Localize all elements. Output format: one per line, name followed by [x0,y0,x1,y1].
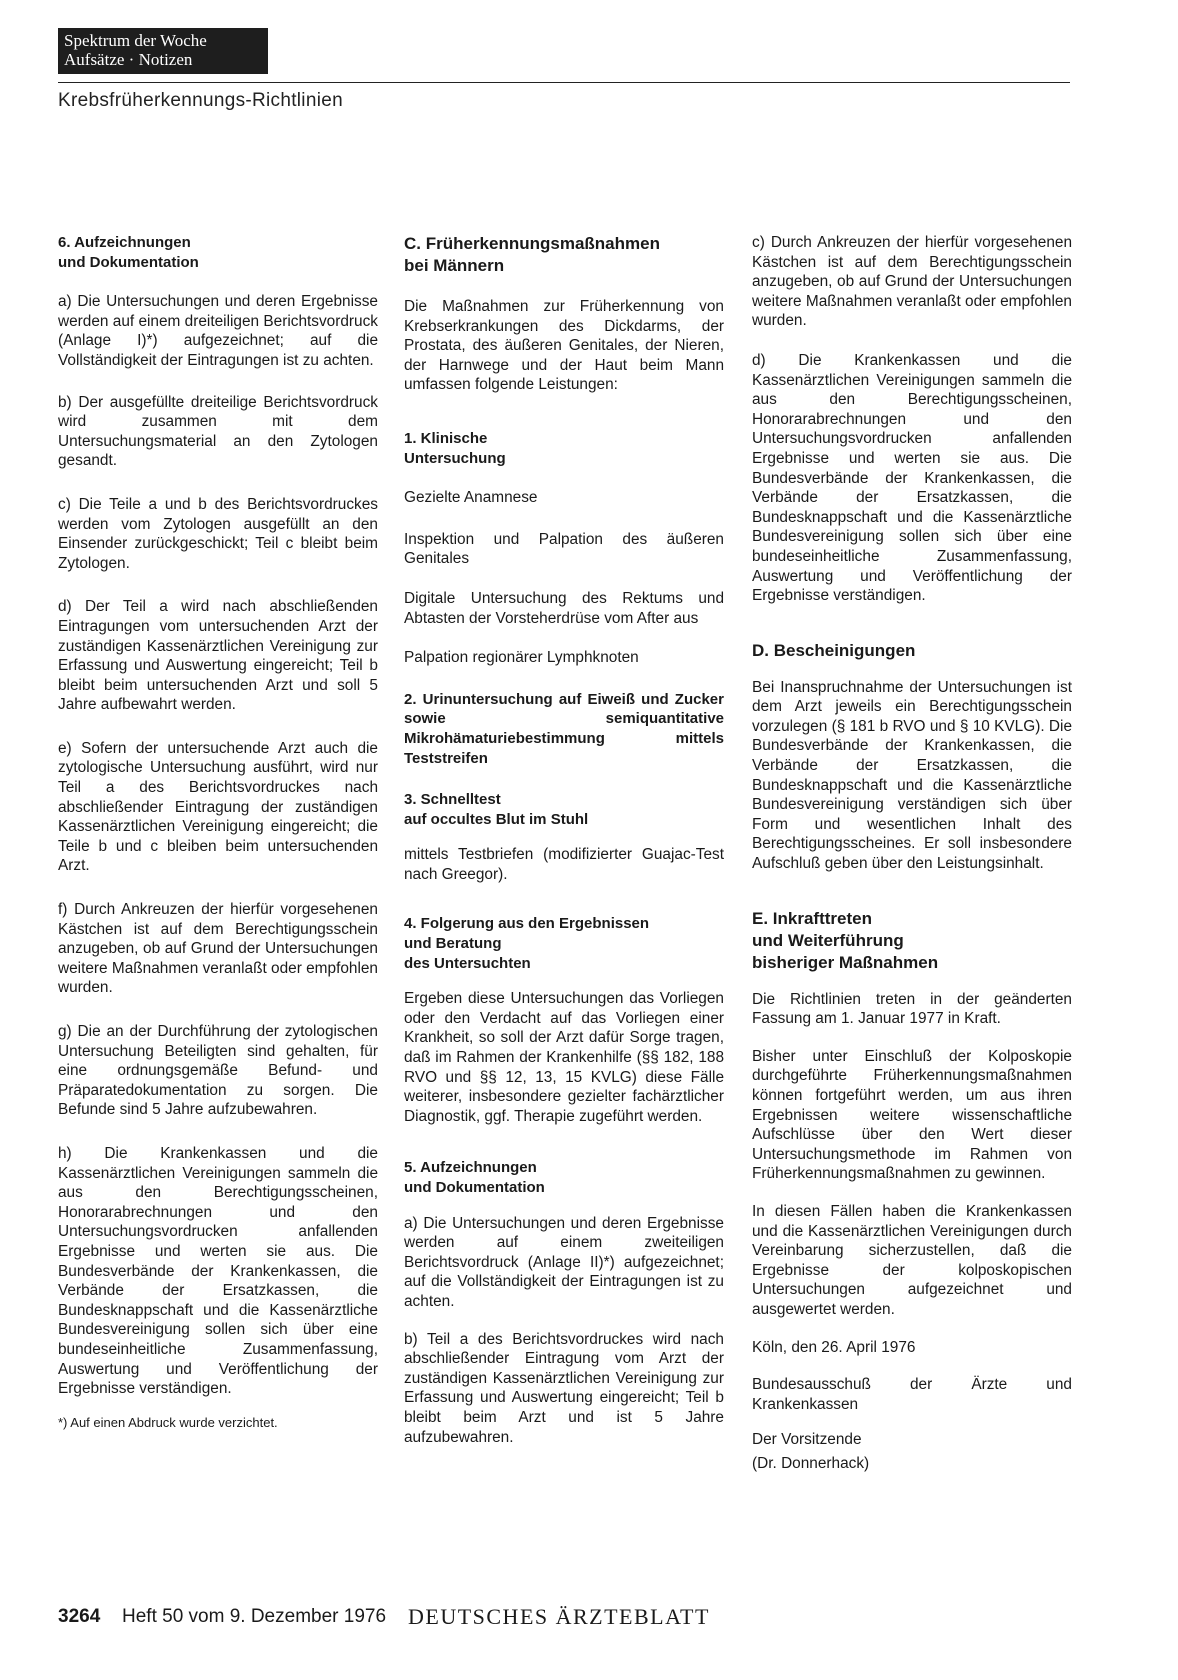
running-title: Krebsfrüherkennungs-Richtlinien [58,90,343,111]
chair-name: (Dr. Donnerhack) [752,1454,870,1472]
paragraph-4: Ergeben diese Untersuchungen das Vorliegen oder den Verdacht auf das Vorliegen einer Krankheit, so soll der Arzt dafür Sorge tragen, daß im Rahmen der Krankenhilfe (§§ 182, 188 RVO und §§ 12, 13, 15 KVLG) diese Fälle weiterer, insbesondere gezielter fachärztlicher Diagnostik, ggf. Therapie zugeführt werden. [404,990,724,1125]
heading-2: 2. Urinuntersuchung auf Eiweiß und Zucker sowie semiquantitative Mikrohämaturiebestimmung mittels Teststreifen [404,690,724,767]
chair-title: Der Vorsitzende [752,1431,862,1449]
paragraph-d-men: d) Die Krankenkassen und die Kassenärztlichen Vereinigungen sammeln die aus den Berechtigungsscheinen, Honorarabrechnungen und den Untersuchungsvordrucken anfallenden Ergebnisse und werten sie aus. Die Bundesverbände der Krankenkassen, die Verbände der Ersatzkassen, die Bundesknappschaft und die Kassenärztliche Bundesvereinigung sollen sich über eine bundeseinheitliche Zusammenfassung, Auswertung und Veröffentlichung der Ergebnisse verständigen. [752,351,1072,605]
column-1 [58,233,378,1431]
item-anamnese: Gezielte Anamnese [404,489,538,507]
heading-d: D. Bescheinigungen [752,640,916,660]
section-label-line1: Spektrum der Woche [64,31,207,50]
paragraph-d: Bei Inanspruchnahme der Untersuchungen ist dem Arzt jeweils ein Berechtigungsschein vorzulegen (§ 181 b RVO und § 10 KVLG). Die Bundesverbände der Krankenkassen, die Verbände der Ersatzkassen, die Bundesknappschaft und die Kassenärztliche Bundesvereinigung verständigen sich über Form und wesentlichen Inhalt des Berechtigungsscheines. Er soll insbesondere Aufschluß geben über den Leistungsinhalt. [752,678,1072,873]
journal-name: DEUTSCHES ÄRZTEBLATT [408,1604,710,1629]
paragraph-6f: f) Durch Ankreuzen der hierfür vorgesehenen Kästchen ist auf dem Berechtigungsschein anzugeben, ob auf Grund der Untersuchungen weitere Maßnahmen veranlaßt oder empfohlen wurden. [58,901,378,997]
heading-1: 1. Klinische Untersuchung [404,429,506,467]
heading-4: 4. Folgerung aus den Ergebnissen und Beratung des Untersuchten [404,915,650,972]
heading-c: C. Früherkennungsmaßnahmen bei Männern [404,234,660,275]
paragraph-6h: h) Die Krankenkassen und die Kassenärztlichen Vereinigungen sammeln die aus den Berechtigungsscheinen, Honorarabrechnungen und den Untersuchungsvordrucken anfallenden Ergebnisse und werten sie aus. Die Bundesverbände der Krankenkassen, die Verbände der Ersatzkassen, die Bundesknappschaft und die Kassenärztliche Bundesvereinigung sollen sich über eine bundeseinheitliche Zusammenfassung, Auswertung und Veröffentlichung der Ergebnisse verständigen. [58,1144,378,1398]
heading-6: 6. Aufzeichnungen und Dokumentation [58,234,199,271]
heading-5: 5. Aufzeichnungen und Dokumentation [404,1159,545,1196]
heading-3: 3. Schnelltest auf occultes Blut im Stuhl [404,791,589,828]
paragraph-c-intro: Die Maßnahmen zur Früherkennung von Krebserkrankungen des Dickdarms, der Prostata, des äußeren Genitales, der Nieren, der Harnwege und der Haut beim Mann umfassen folgende Leistungen: [404,298,724,394]
page-number: 3264 [58,1606,101,1627]
page-footer [58,1604,728,1632]
paragraph-6e: e) Sofern der untersuchende Arzt auch die zytologische Untersuchung ausführt, wird nur Teil a des Berichtsvordruckes nach abschließender Eintragung der zuständigen Kassenärztlichen Vereinigung eingereicht; die Teile b und c bleiben beim untersuchenden Arzt. [58,739,378,875]
section-label-line2: Aufsätze · Notizen [64,50,193,69]
paragraph-e1: Die Richtlinien treten in der geänderten Fassung am 1. Januar 1977 in Kraft. [752,990,1072,1028]
column-3 [752,233,1072,1474]
header-rule [58,82,1070,83]
item-inspektion: Inspektion und Palpation des äußeren Genitales [404,530,724,568]
paragraph-3: mittels Testbriefen (modifizierter Guajac-Test nach Greegor). [404,846,724,883]
place-date: Köln, den 26. April 1976 [752,1338,916,1356]
footnote: *) Auf einen Abdruck wurde verzichtet. [58,1414,278,1430]
paragraph-6c: c) Die Teile a und b des Berichtsvordruckes werden vom Zytologen ausgefüllt an den Einsender zurückgeschickt; Teil c bleibt beim Zytologen. [58,495,378,572]
issue-info: Heft 50 vom 9. Dezember 1976 [122,1606,387,1627]
paragraph-6g: g) Die an der Durchführung der zytologischen Untersuchung Beteiligten sind gehalten, für eine ordnungsgemäße Befund- und Präparatedokumentation zu sorgen. Die Befunde sind 5 Jahre aufzubewahren. [58,1023,378,1119]
paragraph-e3: In diesen Fällen haben die Krankenkassen und die Kassenärztlichen Vereinigungen durch Vereinbarung sicherzustellen, daß die Ergebnisse der kolposkopischen Untersuchungen aufgezeichnet und ausgewertet werden. [752,1202,1072,1318]
heading-e: E. Inkrafttreten und Weiterführung bisheriger Maßnahmen [752,908,939,972]
section-label-box [58,28,268,74]
column-2 [404,233,724,1447]
item-rektum: Digitale Untersuchung des Rektums und Abtasten der Vorsteherdrüse vom After aus [404,589,724,627]
paragraph-6d: d) Der Teil a wird nach abschließenden Eintragungen vom untersuchenden Arzt der zuständigen Kassenärztlichen Vereinigung zur Erfassung und Auswertung eingereicht; Teil b bleibt beim untersuchenden Arzt und soll 5 Jahre aufbewahrt werden. [58,598,378,714]
committee-name: Bundesausschuß der Ärzte und Krankenkassen [752,1376,1072,1413]
item-lymphknoten: Palpation regionärer Lymphknoten [404,649,639,667]
paragraph-5a: a) Die Untersuchungen und deren Ergebnisse werden auf einem zweiteiligen Berichtsvordruck (Anlage II)*) aufgezeichnet; auf die Vollständigkeit der Eintragungen ist zu achten. [404,1214,724,1310]
paragraph-c-men: c) Durch Ankreuzen der hierfür vorgesehenen Kästchen ist auf dem Berechtigungsschein anzugeben, ob auf Grund der Untersuchungen weitere Maßnahmen veranlaßt oder empfohlen wurden. [752,234,1072,330]
paragraph-e2: Bisher unter Einschluß der Kolposkopie durchgeführte Früherkennungsmaßnahmen können fortgeführt werden, um aus ihren Ergebnissen weitere wissenschaftliche Aufschlüsse über den Wert dieser Untersuchungsmethode im Rahmen von Früherkennungsmaßnahmen zu gewinnen. [752,1047,1072,1183]
paragraph-6a: a) Die Untersuchungen und deren Ergebnisse werden auf einem dreiteiligen Berichtsvordruck (Anlage I)*) aufgezeichnet; auf die Vollständigkeit der Eintragungen ist zu achten. [58,293,378,369]
paragraph-6b: b) Der ausgefüllte dreiteilige Berichtsvordruck wird zusammen mit dem Untersuchungsmaterial an den Zytologen gesandt. [58,393,378,470]
paragraph-5b: b) Teil a des Berichtsvordruckes wird nach abschließender Eintragung vom Arzt der zuständigen Kassenärztlichen Vereinigung zur Erfassung und Auswertung eingereicht; Teil b bleibt beim Arzt und ist 5 Jahre aufzubewahren. [404,1330,724,1446]
